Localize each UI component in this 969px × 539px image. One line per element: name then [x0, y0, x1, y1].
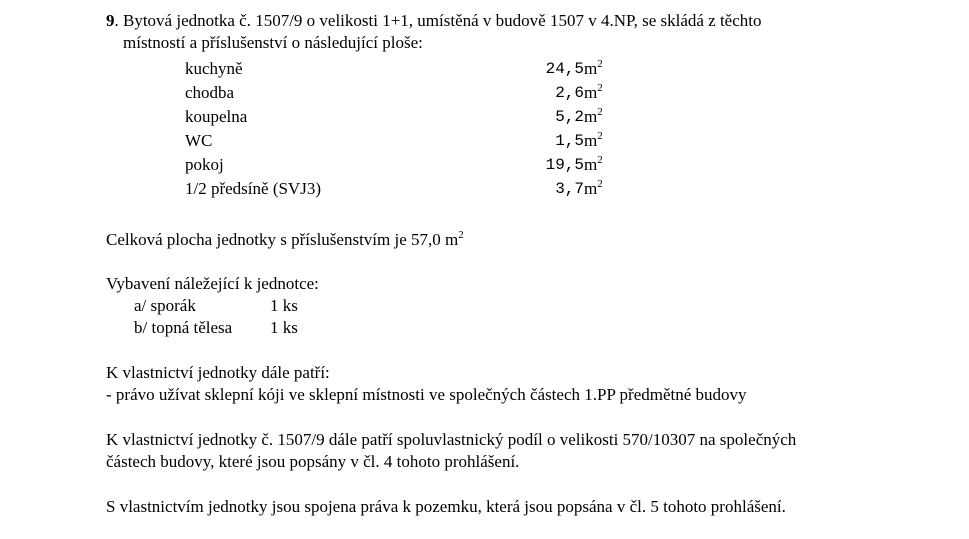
area-unit: $m^2$ — [584, 178, 603, 198]
room-area: 3,7 — [555, 180, 584, 198]
room-area: 5,2 — [555, 108, 584, 126]
ownership-title: K vlastnictví jednotky dále patří: — [106, 363, 330, 382]
area-unit: $m^2$ — [584, 106, 603, 126]
room-name: chodba — [185, 83, 235, 102]
land-rights: S vlastnictvím jednotky jsou spojena práva k pozemku, která jsou popsána v čl. 5 tohoto prohlášení. — [106, 497, 786, 516]
equipment-title: Vybavení náležející k jednotce: — [106, 274, 319, 293]
heading-line-2: místností a příslušenství o následující ploše: — [123, 33, 423, 52]
equipment-item-label: b/ topná tělesa — [134, 318, 233, 337]
room-name: koupelna — [185, 107, 248, 126]
room-area: 1,5 — [555, 132, 584, 150]
equipment-item-qty: 1 ks — [270, 296, 298, 315]
room-name: kuchyně — [185, 59, 243, 78]
room-name: WC — [185, 131, 213, 150]
equipment-item-qty: 1 ks — [270, 318, 298, 337]
heading-line-1 — [106, 10, 762, 32]
equipment-item-label: a/ sporák — [134, 296, 196, 315]
room-area: 19,5 — [545, 156, 584, 174]
area-unit: $m^2$ — [584, 82, 603, 102]
room-area: 24,5 — [545, 60, 584, 78]
heading-text: . Bytová jednotka č. 1507/9 o velikosti 1+1, umístěná v budově 1507 v 4.NP, se skládá z těchto — [114, 11, 762, 30]
area-unit: $m^2$ — [584, 58, 603, 78]
room-area: 2,6 — [555, 84, 584, 102]
total-area: Celková plocha jednotky s příslušenstvím je 57,0 $m^2$ — [106, 229, 464, 249]
ownership-item: - právo užívat sklepní kóji ve sklepní místnosti ve společných částech 1.PP předmětné budovy — [106, 385, 747, 404]
room-name: pokoj — [185, 155, 224, 174]
section-number: 9 — [106, 11, 115, 30]
area-unit: $m^2$ — [584, 154, 603, 174]
area-unit: $m^2$ — [584, 130, 603, 150]
share-line-1: K vlastnictví jednotky č. 1507/9 dále patří spoluvlastnický podíl o velikosti 570/10307 na společných — [106, 430, 797, 449]
share-line-2: částech budovy, které jsou popsány v čl. 4 tohoto prohlášení. — [106, 452, 520, 471]
room-name: 1/2 předsíně (SVJ3) — [185, 179, 321, 198]
